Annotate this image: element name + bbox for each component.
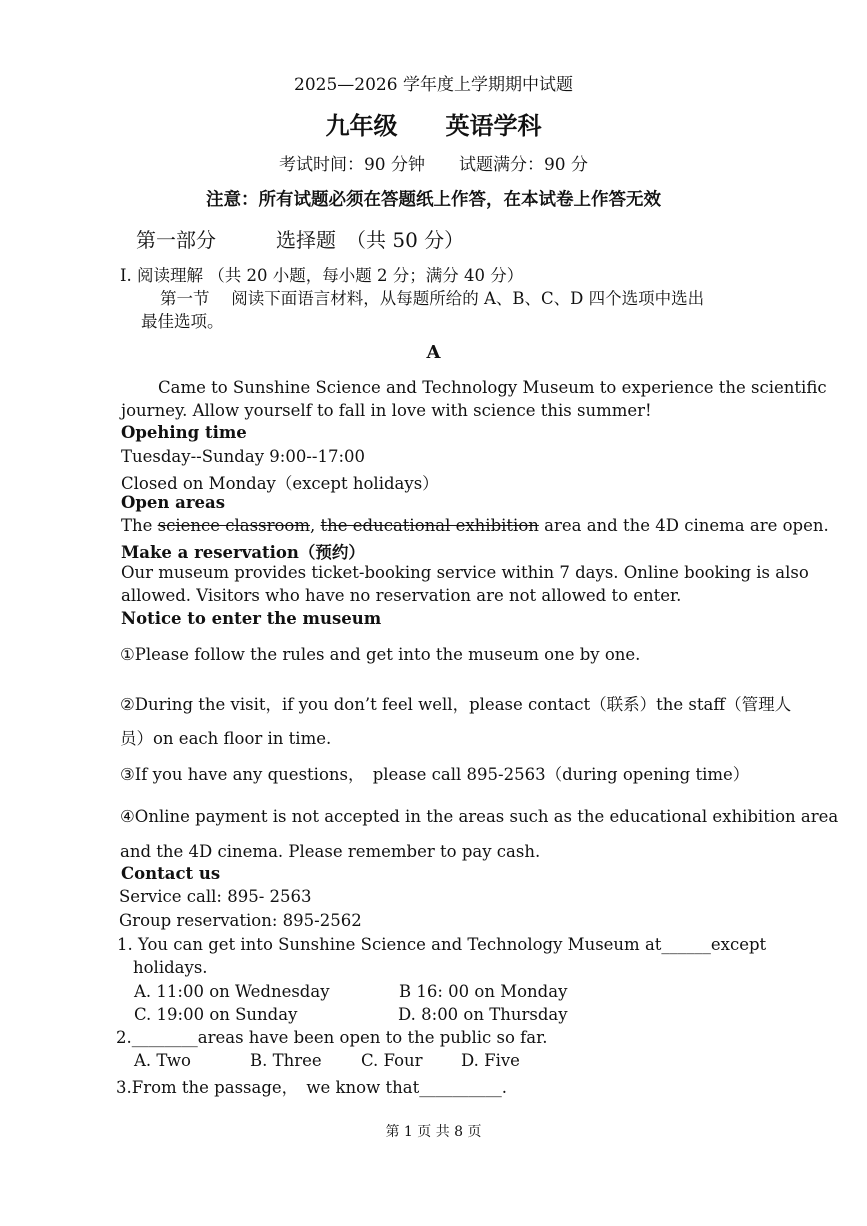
rule-4-line-1: ④Online payment is not accepted in the areas such as the educational exhibition area <box>120 807 839 826</box>
rule-4-line-2: and the 4D cinema. Please remember to pay cash. <box>120 842 541 861</box>
open-areas-heading: Open areas <box>121 493 226 512</box>
notice-heading: Notice to enter the museum <box>121 609 382 628</box>
part-heading: 第一部分 选择题 （共 50 分） <box>136 228 465 252</box>
contact-line-1: Service call: 895- 2563 <box>119 887 312 906</box>
instruction-line-1: 第一节 阅读下面语言材料，从每题所给的 A、B、C、D 四个选项中选出 <box>160 289 705 308</box>
contact-heading: Contact us <box>121 864 221 883</box>
question-1-option-c: C. 19:00 on Sunday <box>134 1005 298 1024</box>
exam-notice: 注意：所有试题必须在答题纸上作答，在本试卷上作答无效 <box>206 190 661 210</box>
open-areas-text: The science classroom, the educational exhibition area and the 4D cinema are open. <box>121 516 829 535</box>
rule-1: ①Please follow the rules and get into the museum one by one. <box>120 645 641 664</box>
section-title: I. 阅读理解 （共 20 小题，每小题 2 分；满分 40 分） <box>120 266 524 285</box>
question-3: 3.From the passage， we know that__________. <box>116 1078 507 1097</box>
exam-info: 考试时间：90 分钟 试题满分：90 分 <box>278 155 589 175</box>
question-2-option-c: C. Four <box>361 1051 423 1070</box>
page-number: 第 1 页 共 8 页 <box>385 1124 482 1140</box>
subject-title: 九年级 英语学科 <box>325 111 542 140</box>
opening-line-1: Tuesday--Sunday 9:00--17:00 <box>121 447 366 466</box>
rule-2-line-2: 员）on each floor in time. <box>120 729 332 748</box>
struck-text: the educational exhibition <box>320 516 539 535</box>
opening-time-heading: Opehing time <box>121 423 247 442</box>
passage-letter: A <box>426 342 441 363</box>
question-1-option-a: A. 11:00 on Wednesday <box>134 982 330 1001</box>
intro-line-2: journey. Allow yourself to fall in love with science this summer! <box>121 401 652 420</box>
question-2-option-b: B. Three <box>250 1051 322 1070</box>
reservation-heading: Make a reservation（预约） <box>121 543 365 562</box>
rule-2-line-1: ②During the visit，if you don’t feel well，please contact（联系）the staff（管理人 <box>120 695 792 714</box>
instruction-line-2: 最佳选项。 <box>141 312 224 331</box>
contact-line-2: Group reservation: 895-2562 <box>119 911 362 930</box>
question-1-line-2: holidays. <box>133 958 208 977</box>
rule-3: ③If you have any questions， please call 895-2563（during opening time） <box>120 765 750 784</box>
question-1-line-1: 1. You can get into Sunshine Science and Technology Museum at______except <box>117 935 767 954</box>
reservation-line-1: Our museum provides ticket-booking service within 7 days. Online booking is also <box>121 563 809 582</box>
question-2-option-a: A. Two <box>134 1051 191 1070</box>
intro-line-1: Came to Sunshine Science and Technology Museum to experience the scientific <box>158 378 827 397</box>
struck-text: science classroom <box>157 516 310 535</box>
question-2-option-d: D. Five <box>461 1051 520 1070</box>
exam-title: 2025—2026 学年度上学期期中试题 <box>294 75 573 95</box>
question-1-option-d: D. 8:00 on Thursday <box>398 1005 568 1024</box>
opening-line-2: Closed on Monday（except holidays） <box>121 474 439 493</box>
question-2: 2.________areas have been open to the public so far. <box>116 1028 548 1047</box>
reservation-line-2: allowed. Visitors who have no reservation are not allowed to enter. <box>121 586 682 605</box>
question-1-option-b: B 16: 00 on Monday <box>399 982 568 1001</box>
